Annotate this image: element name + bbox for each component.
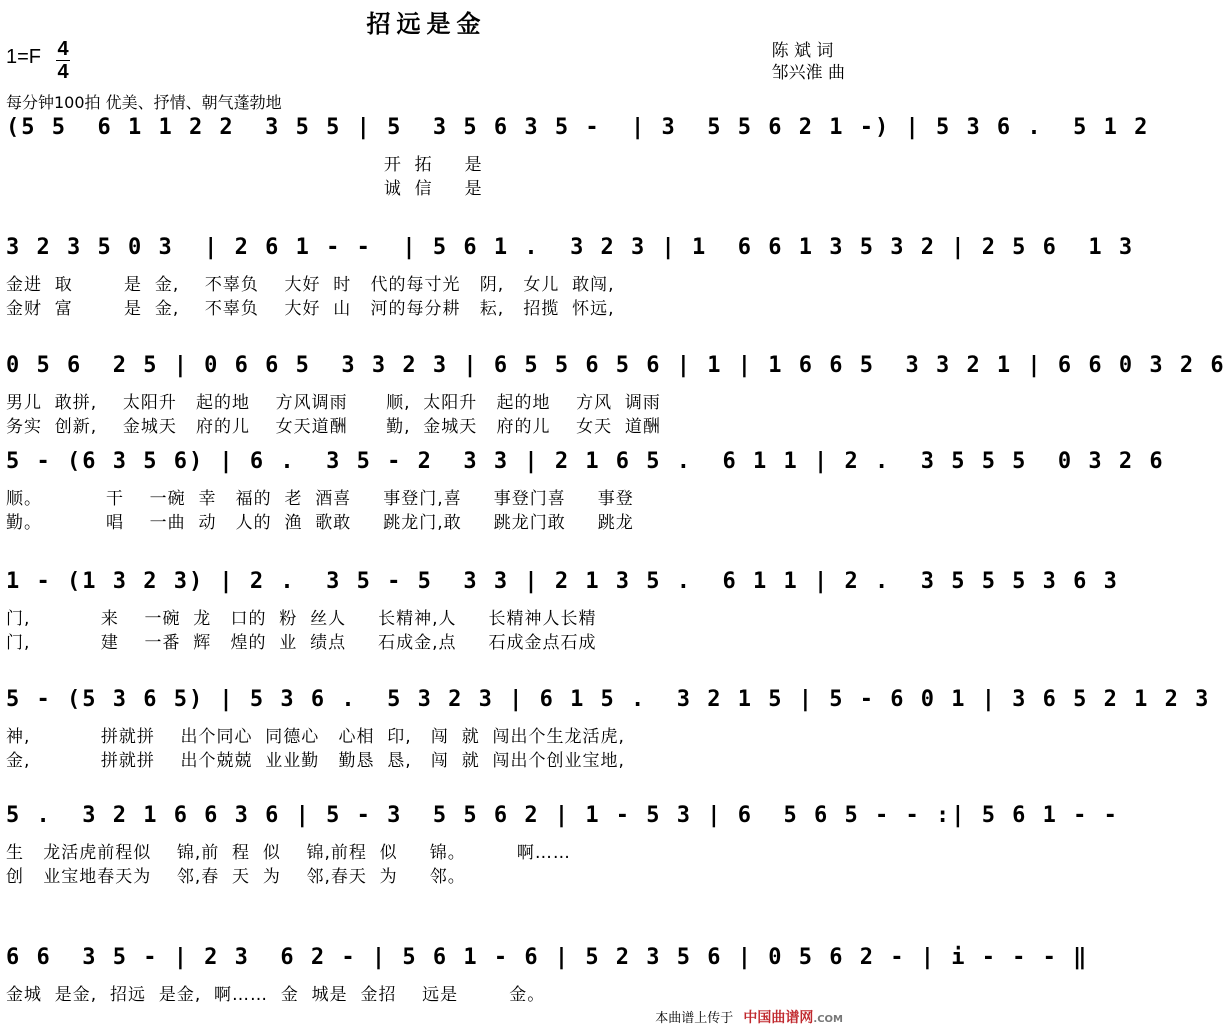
score-row-3	[6, 350, 1226, 446]
notation-line: 0 5 6 2 5 | 0 6 6 5 3 3 2 3 | 6 5 5 6 5 6 | 1 | 1 6 6 5 3 3 2 1 | 6 6 0 3 2 6	[6, 353, 1226, 378]
composer-credit: 邹兴淮 曲	[771, 63, 845, 83]
notation-line: 6 6 3 5 - | 2 3 6 2 - | 5 6 1 - 6 | 5 2 3 5 6 | 0 5 6 2 - | i - - - ‖	[6, 945, 1089, 970]
lyric-verse-1: 生 龙活虎前程似 锦,前 程 似 锦,前程 似 锦。 啊……	[6, 843, 571, 863]
lyricist-credit: 陈 斌 词	[771, 41, 834, 61]
notation-line: (5 5 6 1 1 2 2 3 5 5 | 5 3 5 6 3 5 - | 3 5 5 6 2 1 -) | 5 3 6 . 5 1 2	[6, 115, 1150, 140]
lyric-verse-1: 男儿 敢拼, 太阳升 起的地 方风调雨 顺, 太阳升 起的地 方风 调雨	[6, 393, 661, 413]
notation-line: 5 - (6 3 5 6) | 6 . 3 5 - 2 3 3 | 2 1 6 5 . 6 1 1 | 2 . 3 5 5 5 0 3 2 6	[6, 449, 1165, 474]
score-row-2	[6, 232, 1135, 328]
time-signature-bottom: 4	[57, 61, 69, 83]
score-row-5	[6, 566, 1119, 662]
song-title: 招远是金	[366, 10, 487, 38]
lyric-verse-2: 金, 拼就拼 出个兢兢 业业勤 勤恳 恳, 闯 就 闯出个创业宝地,	[6, 751, 625, 771]
lyric-verse-2: 诚 信 是	[6, 179, 483, 199]
lyric-verse-1: 金城 是金, 招远 是金, 啊…… 金 城是 金招 远是 金。	[6, 985, 546, 1005]
score-row-1	[6, 112, 1150, 208]
lyric-verse-2: 创 业宝地春天为 邻,春 天 为 邻,春天 为 邻。	[6, 867, 466, 887]
lyric-verse-2: 门, 建 一番 辉 煌的 业 绩点 石成金,点 石成金点石成	[6, 633, 597, 653]
notation-line: 5 - (5 3 6 5) | 5 3 6 . 5 3 2 3 | 6 1 5 . 3 2 1 5 | 5 - 6 0 1 | 3 6 5 2 1 2 3	[6, 687, 1211, 712]
time-signature	[56, 38, 70, 83]
lyric-verse-1: 开 拓 是	[6, 155, 483, 175]
upload-text: 本曲谱上传于	[655, 1011, 734, 1026]
lyric-verse-1: 神, 拼就拼 出个同心 同德心 心相 印, 闯 就 闯出个生龙活虎,	[6, 727, 625, 747]
site-logo[interactable]	[743, 1010, 843, 1026]
time-signature-top: 4	[57, 38, 69, 60]
credits	[772, 40, 845, 84]
lyric-verse-1: 顺。 干 一碗 幸 福的 老 酒喜 事登门,喜 事登门喜 事登	[6, 489, 634, 509]
site-name: 中国曲谱网	[743, 1010, 814, 1026]
lyric-verse-1: 金进 取 是 金, 不辜负 大好 时 代的每寸光 阴, 女儿 敢闯,	[6, 275, 615, 295]
notation-line: 5 . 3 2 1 6 6 3 6 | 5 - 3 5 5 6 2 | 1 - 5 3 | 6 5 6 5 - - :| 5 6 1 - -	[6, 803, 1119, 828]
notation-line: 1 - (1 3 2 3) | 2 . 3 5 - 5 3 3 | 2 1 3 5 . 6 1 1 | 2 . 3 5 5 5 3 6 3	[6, 569, 1119, 594]
upload-footer	[655, 1007, 843, 1027]
score-row-4	[6, 446, 1165, 542]
lyric-verse-2: 务实 创新, 金城天 府的儿 女天道酬 勤, 金城天 府的儿 女天 道酬	[6, 417, 661, 437]
notation-line: 3 2 3 5 0 3 | 2 6 1 - - | 5 6 1 . 3 2 3 | 1 6 6 1 3 5 3 2 | 2 5 6 1 3	[6, 235, 1135, 260]
tempo-marking: 每分钟100拍 优美、抒情、朝气蓬勃地	[6, 93, 282, 112]
key-signature: 1=F	[6, 46, 42, 68]
lyric-verse-1: 门, 来 一碗 龙 口的 粉 丝人 长精神,人 长精神人长精	[6, 609, 597, 629]
lyric-verse-2: 勤。 唱 一曲 动 人的 渔 歌敢 跳龙门,敢 跳龙门敢 跳龙	[6, 513, 634, 533]
score-row-7	[6, 800, 1119, 896]
score-row-6	[6, 684, 1211, 780]
score-row-8	[6, 942, 1089, 1012]
site-suffix: .COM	[813, 1014, 843, 1025]
lyric-verse-2: 金财 富 是 金, 不辜负 大好 山 河的每分耕 耘, 招揽 怀远,	[6, 299, 615, 319]
